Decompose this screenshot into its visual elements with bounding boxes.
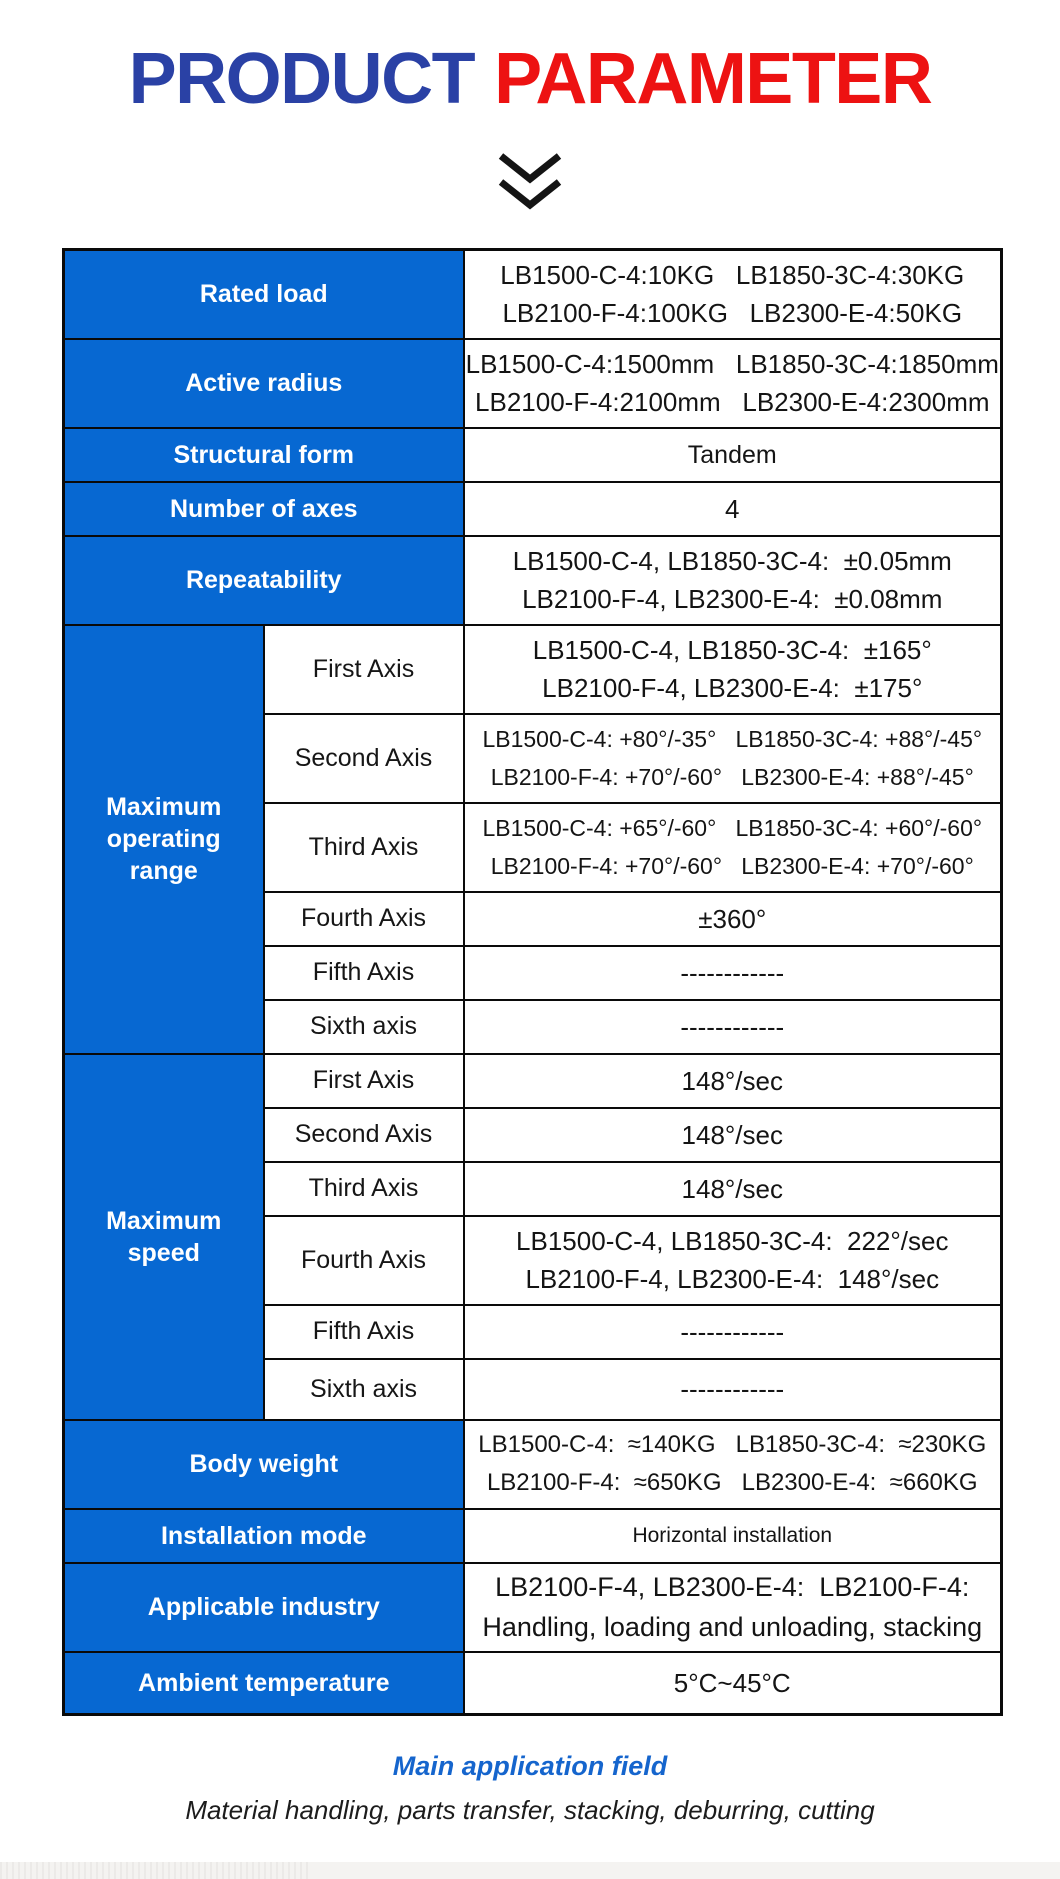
- main-application-field-text: Material handling, parts transfer, stacking, deburring, cutting: [185, 1795, 875, 1825]
- row-value: [464, 1054, 1002, 1108]
- table-row: [64, 250, 1002, 339]
- row-label: Repeatability: [64, 536, 464, 625]
- row-value: [464, 1563, 1002, 1652]
- value-line: Handling, loading and unloading, stacking: [482, 1612, 983, 1642]
- main-application-field-title: Main application field: [392, 1751, 668, 1781]
- row-value: [464, 536, 1002, 625]
- axis-label: Fifth Axis: [264, 1305, 464, 1359]
- value-line: LB1500-C-4, LB1850-3C-4: 222°/sec: [516, 1226, 949, 1256]
- row-value: [464, 1162, 1002, 1216]
- spec-table: [62, 248, 1003, 1716]
- value-line: LB1500-C-4: +80°/-35° LB1850-3C-4: +88°/-45°: [482, 726, 983, 752]
- value-line: Horizontal installation: [632, 1523, 833, 1547]
- axis-label: Fifth Axis: [264, 946, 464, 1000]
- row-value: [464, 892, 1002, 946]
- row-value: [464, 482, 1002, 536]
- group-label-operating-range: Maximum operating range: [64, 625, 264, 1054]
- value-line: LB2100-F-4: +70°/-60° LB2300-E-4: +70°/-60°: [490, 853, 974, 879]
- value-line: LB2100-F-4:2100mm LB2300-E-4:2300mm: [475, 387, 990, 417]
- table-row: [64, 625, 1002, 714]
- next-section-preview: [0, 1862, 1060, 1879]
- row-label: Active radius: [64, 339, 464, 428]
- value-line: 148°/sec: [681, 1119, 783, 1150]
- row-label: Ambient temperature: [64, 1652, 464, 1715]
- table-row: [64, 428, 1002, 482]
- row-value: [464, 1359, 1002, 1420]
- axis-label: Third Axis: [264, 1162, 464, 1216]
- axis-label: Second Axis: [264, 714, 464, 803]
- row-value: [464, 1000, 1002, 1054]
- row-value: [464, 1305, 1002, 1359]
- table-row: [64, 1652, 1002, 1715]
- row-label: Body weight: [64, 1420, 464, 1509]
- table-row: [64, 482, 1002, 536]
- page-title-product: PRODUCT: [128, 39, 475, 119]
- row-label: Structural form: [64, 428, 464, 482]
- axis-label: First Axis: [264, 1054, 464, 1108]
- table-row: [64, 339, 1002, 428]
- row-value: [464, 1108, 1002, 1162]
- value-line: LB1500-C-4: ≈140KG LB1850-3C-4: ≈230KG: [478, 1431, 987, 1458]
- group-label-maximum-speed: Maximum speed: [64, 1054, 264, 1420]
- value-line: ±360°: [698, 903, 767, 934]
- row-label: Rated load: [64, 250, 464, 339]
- row-value: [464, 250, 1002, 339]
- row-value: [464, 1216, 1002, 1305]
- axis-label: Sixth axis: [264, 1000, 464, 1054]
- value-line: LB2100-F-4, LB2300-E-4: LB2100-F-4:: [495, 1572, 970, 1602]
- page-title: [0, 40, 1060, 119]
- value-line: LB2100-F-4, LB2300-E-4: ±0.08mm: [522, 584, 943, 614]
- value-line: LB2100-F-4, LB2300-E-4: 148°/sec: [525, 1264, 940, 1294]
- row-value: [464, 1420, 1002, 1509]
- axis-label: Fourth Axis: [264, 892, 464, 946]
- value-line: ------------: [680, 1374, 785, 1404]
- table-row: [64, 1420, 1002, 1509]
- axis-label: Third Axis: [264, 803, 464, 892]
- table-row: [64, 1509, 1002, 1563]
- row-value: [464, 714, 1002, 803]
- table-row: [64, 1563, 1002, 1652]
- value-line: 148°/sec: [681, 1173, 783, 1204]
- value-line: 5°C~45°C: [673, 1667, 791, 1698]
- page-title-parameter: PARAMETER: [494, 39, 932, 119]
- row-value: [464, 946, 1002, 1000]
- next-section-texture: [0, 1862, 310, 1879]
- row-value: [464, 625, 1002, 714]
- row-value: [464, 803, 1002, 892]
- table-row: [64, 1054, 1002, 1108]
- value-line: ------------: [680, 1316, 785, 1347]
- value-line: LB2100-F-4, LB2300-E-4: ±175°: [542, 673, 923, 703]
- value-line: Tandem: [687, 440, 777, 469]
- value-line: LB1500-C-4, LB1850-3C-4: ±0.05mm: [512, 546, 952, 576]
- value-line: LB1500-C-4: +65°/-60° LB1850-3C-4: +60°/-60°: [482, 815, 983, 841]
- row-label: Applicable industry: [64, 1563, 464, 1652]
- row-label: Number of axes: [64, 482, 464, 536]
- value-line: LB2100-F-4: ≈650KG LB2300-E-4: ≈660KG: [486, 1469, 978, 1496]
- value-line: 148°/sec: [681, 1065, 783, 1096]
- row-label: Installation mode: [64, 1509, 464, 1563]
- table-row: [64, 536, 1002, 625]
- row-value: [464, 428, 1002, 482]
- value-line: ------------: [680, 957, 785, 988]
- value-line: LB1500-C-4:1500mm LB1850-3C-4:1850mm: [465, 349, 999, 379]
- row-value: [464, 339, 1002, 428]
- value-line: ------------: [680, 1011, 785, 1042]
- axis-label: Second Axis: [264, 1108, 464, 1162]
- value-line: LB1500-C-4, LB1850-3C-4: ±165°: [532, 635, 932, 665]
- spec-table-wrap: [62, 248, 1000, 1716]
- double-chevron-down-icon: [497, 152, 563, 210]
- axis-label: Fourth Axis: [264, 1216, 464, 1305]
- axis-label: Sixth axis: [264, 1359, 464, 1420]
- value-line: 4: [725, 493, 740, 524]
- value-line: LB2100-F-4: +70°/-60° LB2300-E-4: +88°/-45°: [490, 764, 974, 790]
- axis-label: First Axis: [264, 625, 464, 714]
- row-value: [464, 1509, 1002, 1563]
- value-line: LB2100-F-4:100KG LB2300-E-4:50KG: [502, 298, 963, 329]
- value-line: LB1500-C-4:10KG LB1850-3C-4:30KG: [500, 260, 965, 291]
- row-value: [464, 1652, 1002, 1715]
